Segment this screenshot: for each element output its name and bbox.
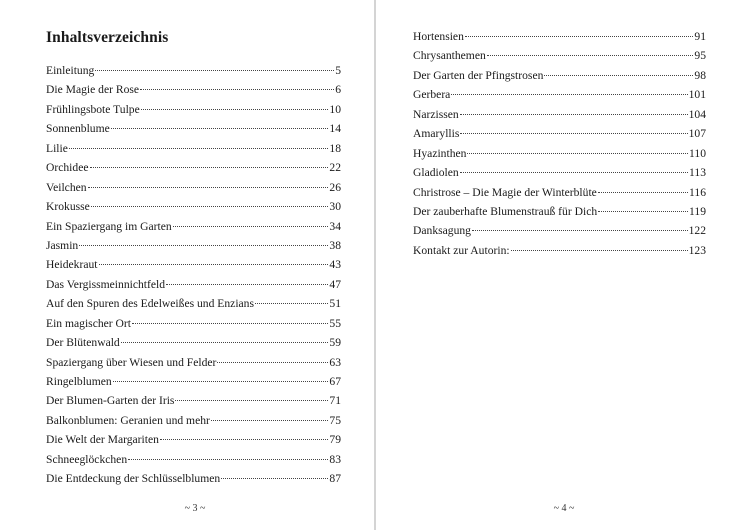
- toc-entry: [46, 61, 341, 80]
- toc-entry-page: 51: [329, 297, 341, 311]
- toc-leader-dots: [160, 438, 328, 440]
- toc-entry-page: 113: [689, 166, 706, 180]
- toc-leader-dots: [544, 74, 693, 76]
- toc-entry: [46, 353, 341, 372]
- toc-entry-page: 79: [329, 433, 341, 447]
- toc-entry-label: Der Garten der Pfingstrosen: [413, 68, 544, 82]
- toc-entry-page: 116: [689, 185, 706, 199]
- toc-entry-label: Veilchen: [46, 180, 87, 194]
- toc-entry-label: Danksagung: [413, 224, 471, 238]
- toc-leader-dots: [472, 229, 688, 231]
- toc-entry-label: Balkonblumen: Geranien und mehr: [46, 413, 210, 427]
- toc-entry: [46, 178, 341, 197]
- toc-entry-label: Jasmin: [46, 238, 79, 252]
- toc-leader-dots: [69, 147, 329, 149]
- toc-entry: [46, 275, 341, 294]
- toc-leader-dots: [211, 419, 329, 421]
- toc-entry-label: Gladiolen: [413, 166, 459, 180]
- toc-entry-label: Spaziergang über Wiesen und Felder: [46, 355, 217, 369]
- toc-entry-page: 10: [329, 102, 341, 116]
- toc-leader-dots: [140, 88, 334, 90]
- toc-entry: [46, 333, 341, 352]
- toc-entry: [413, 202, 706, 221]
- toc-entry: [46, 80, 341, 99]
- toc-entry-label: Auf den Spuren des Edelweißes und Enzians: [46, 297, 254, 311]
- toc-entry: [413, 241, 706, 260]
- toc-entry-label: Der zauberhafte Blumenstrauß für Dich: [413, 204, 598, 218]
- toc-entry: [46, 450, 341, 469]
- toc-leader-dots: [90, 166, 329, 168]
- toc-entry-page: 104: [688, 107, 706, 121]
- toc-entry-label: Krokusse: [46, 200, 90, 214]
- toc-heading: Inhaltsverzeichnis: [46, 29, 169, 46]
- toc-leader-dots: [173, 225, 329, 227]
- toc-list-left: [46, 61, 341, 489]
- toc-leader-dots: [460, 132, 687, 134]
- toc-entry: [413, 46, 706, 65]
- toc-entry-page: 14: [329, 122, 341, 136]
- toc-entry: [413, 66, 706, 85]
- toc-entry-label: Schneeglöckchen: [46, 452, 128, 466]
- toc-list-right: [413, 27, 706, 260]
- toc-entry-label: Frühlingsbote Tulpe: [46, 102, 140, 116]
- toc-entry-label: Sonnenblume: [46, 122, 110, 136]
- page-number-right: ~ 4 ~: [553, 503, 575, 514]
- toc-entry: [46, 469, 341, 488]
- toc-leader-dots: [111, 127, 329, 129]
- toc-entry-label: Heidekraut: [46, 258, 98, 272]
- toc-leader-dots: [467, 152, 688, 154]
- toc-entry: [46, 158, 341, 177]
- toc-entry-label: Orchidee: [46, 161, 89, 175]
- toc-entry: [46, 236, 341, 255]
- toc-entry-label: Kontakt zur Autorin:: [413, 243, 510, 257]
- toc-leader-dots: [221, 477, 328, 479]
- toc-entry-page: 87: [329, 472, 341, 486]
- toc-entry: [413, 105, 706, 124]
- toc-entry-page: 107: [688, 127, 706, 141]
- toc-entry: [46, 411, 341, 430]
- toc-leader-dots: [465, 35, 694, 37]
- toc-leader-dots: [128, 458, 328, 460]
- toc-entry-page: 63: [329, 355, 341, 369]
- toc-entry: [46, 100, 341, 119]
- toc-entry-page: 26: [329, 180, 341, 194]
- toc-entry-label: Die Entdeckung der Schlüsselblumen: [46, 472, 221, 486]
- toc-entry-label: Der Blumen-Garten der Iris: [46, 394, 175, 408]
- toc-entry: [46, 430, 341, 449]
- toc-leader-dots: [217, 361, 328, 363]
- toc-entry-page: 123: [688, 243, 706, 257]
- toc-entry-label: Chrysanthemen: [413, 49, 486, 63]
- toc-entry: [413, 124, 706, 143]
- toc-entry-page: 18: [329, 141, 341, 155]
- toc-entry-page: 55: [329, 316, 341, 330]
- toc-entry-label: Einleitung: [46, 64, 95, 77]
- toc-leader-dots: [460, 113, 688, 115]
- toc-entry-page: 43: [329, 258, 341, 272]
- toc-leader-dots: [166, 283, 328, 285]
- toc-entry-page: 95: [694, 49, 706, 63]
- toc-entry-page: 101: [688, 88, 706, 102]
- toc-entry: [413, 183, 706, 202]
- toc-entry-label: Das Vergissmeinnichtfeld: [46, 277, 166, 291]
- toc-leader-dots: [95, 69, 334, 71]
- toc-leader-dots: [255, 302, 328, 304]
- toc-entry: [46, 314, 341, 333]
- right-page: [376, 0, 750, 530]
- toc-entry: [46, 372, 341, 391]
- toc-entry-page: 59: [329, 336, 341, 350]
- toc-entry-page: 98: [694, 68, 706, 82]
- toc-entry-page: 119: [689, 204, 706, 218]
- toc-entry-page: 34: [329, 219, 341, 233]
- toc-entry-label: Der Blütenwald: [46, 336, 120, 350]
- toc-entry: [413, 144, 706, 163]
- toc-entry-page: 75: [329, 413, 341, 427]
- toc-entry-page: 5: [335, 64, 341, 77]
- toc-entry-label: Amaryllis: [413, 127, 460, 141]
- toc-entry-label: Die Magie der Rose: [46, 83, 140, 97]
- toc-leader-dots: [175, 399, 328, 401]
- toc-entry-page: 91: [694, 30, 706, 43]
- toc-leader-dots: [113, 380, 329, 382]
- toc-entry-page: 6: [335, 83, 341, 97]
- toc-leader-dots: [79, 244, 328, 246]
- toc-entry: [413, 221, 706, 240]
- toc-entry-page: 47: [329, 277, 341, 291]
- toc-entry: [413, 163, 706, 182]
- toc-entry-page: 71: [329, 394, 341, 408]
- toc-entry-label: Christrose – Die Magie der Winterblüte: [413, 185, 597, 199]
- toc-leader-dots: [88, 186, 329, 188]
- toc-entry-page: 38: [329, 238, 341, 252]
- left-page: [0, 0, 374, 530]
- toc-leader-dots: [121, 341, 329, 343]
- toc-entry-label: Hortensien: [413, 30, 464, 43]
- toc-entry-page: 22: [329, 161, 341, 175]
- toc-entry-label: Ein magischer Ort: [46, 316, 131, 330]
- toc-entry-page: 30: [329, 200, 341, 214]
- toc-entry-label: Die Welt der Margariten: [46, 433, 159, 447]
- page-number-left: ~ 3 ~: [184, 503, 206, 514]
- toc-leader-dots: [598, 210, 688, 212]
- toc-entry-label: Ringelblumen: [46, 375, 112, 388]
- toc-leader-dots: [460, 171, 688, 173]
- toc-leader-dots: [99, 263, 329, 265]
- toc-entry: [46, 139, 341, 158]
- toc-leader-dots: [598, 191, 688, 193]
- toc-entry: [413, 85, 706, 104]
- toc-entry: [46, 255, 341, 274]
- toc-entry: [46, 294, 341, 313]
- toc-leader-dots: [451, 93, 687, 95]
- toc-leader-dots: [511, 249, 688, 251]
- toc-entry-label: Lilie: [46, 141, 68, 155]
- toc-entry-label: Hyazinthen: [413, 146, 467, 160]
- toc-entry-label: Ein Spaziergang im Garten: [46, 219, 172, 233]
- toc-entry: [46, 197, 341, 216]
- toc-leader-dots: [141, 108, 329, 110]
- toc-entry-page: 122: [688, 224, 706, 238]
- toc-entry: [46, 217, 341, 236]
- toc-entry-label: Narzissen: [413, 107, 459, 121]
- toc-entry: [46, 119, 341, 138]
- toc-entry: [413, 27, 706, 46]
- toc-entry-page: 110: [689, 146, 706, 160]
- toc-entry: [46, 391, 341, 410]
- toc-entry-page: 67: [329, 375, 341, 388]
- toc-entry-label: Gerbera: [413, 88, 451, 102]
- toc-leader-dots: [91, 205, 329, 207]
- toc-entry-page: 83: [329, 452, 341, 466]
- toc-leader-dots: [487, 54, 694, 56]
- toc-leader-dots: [132, 322, 328, 324]
